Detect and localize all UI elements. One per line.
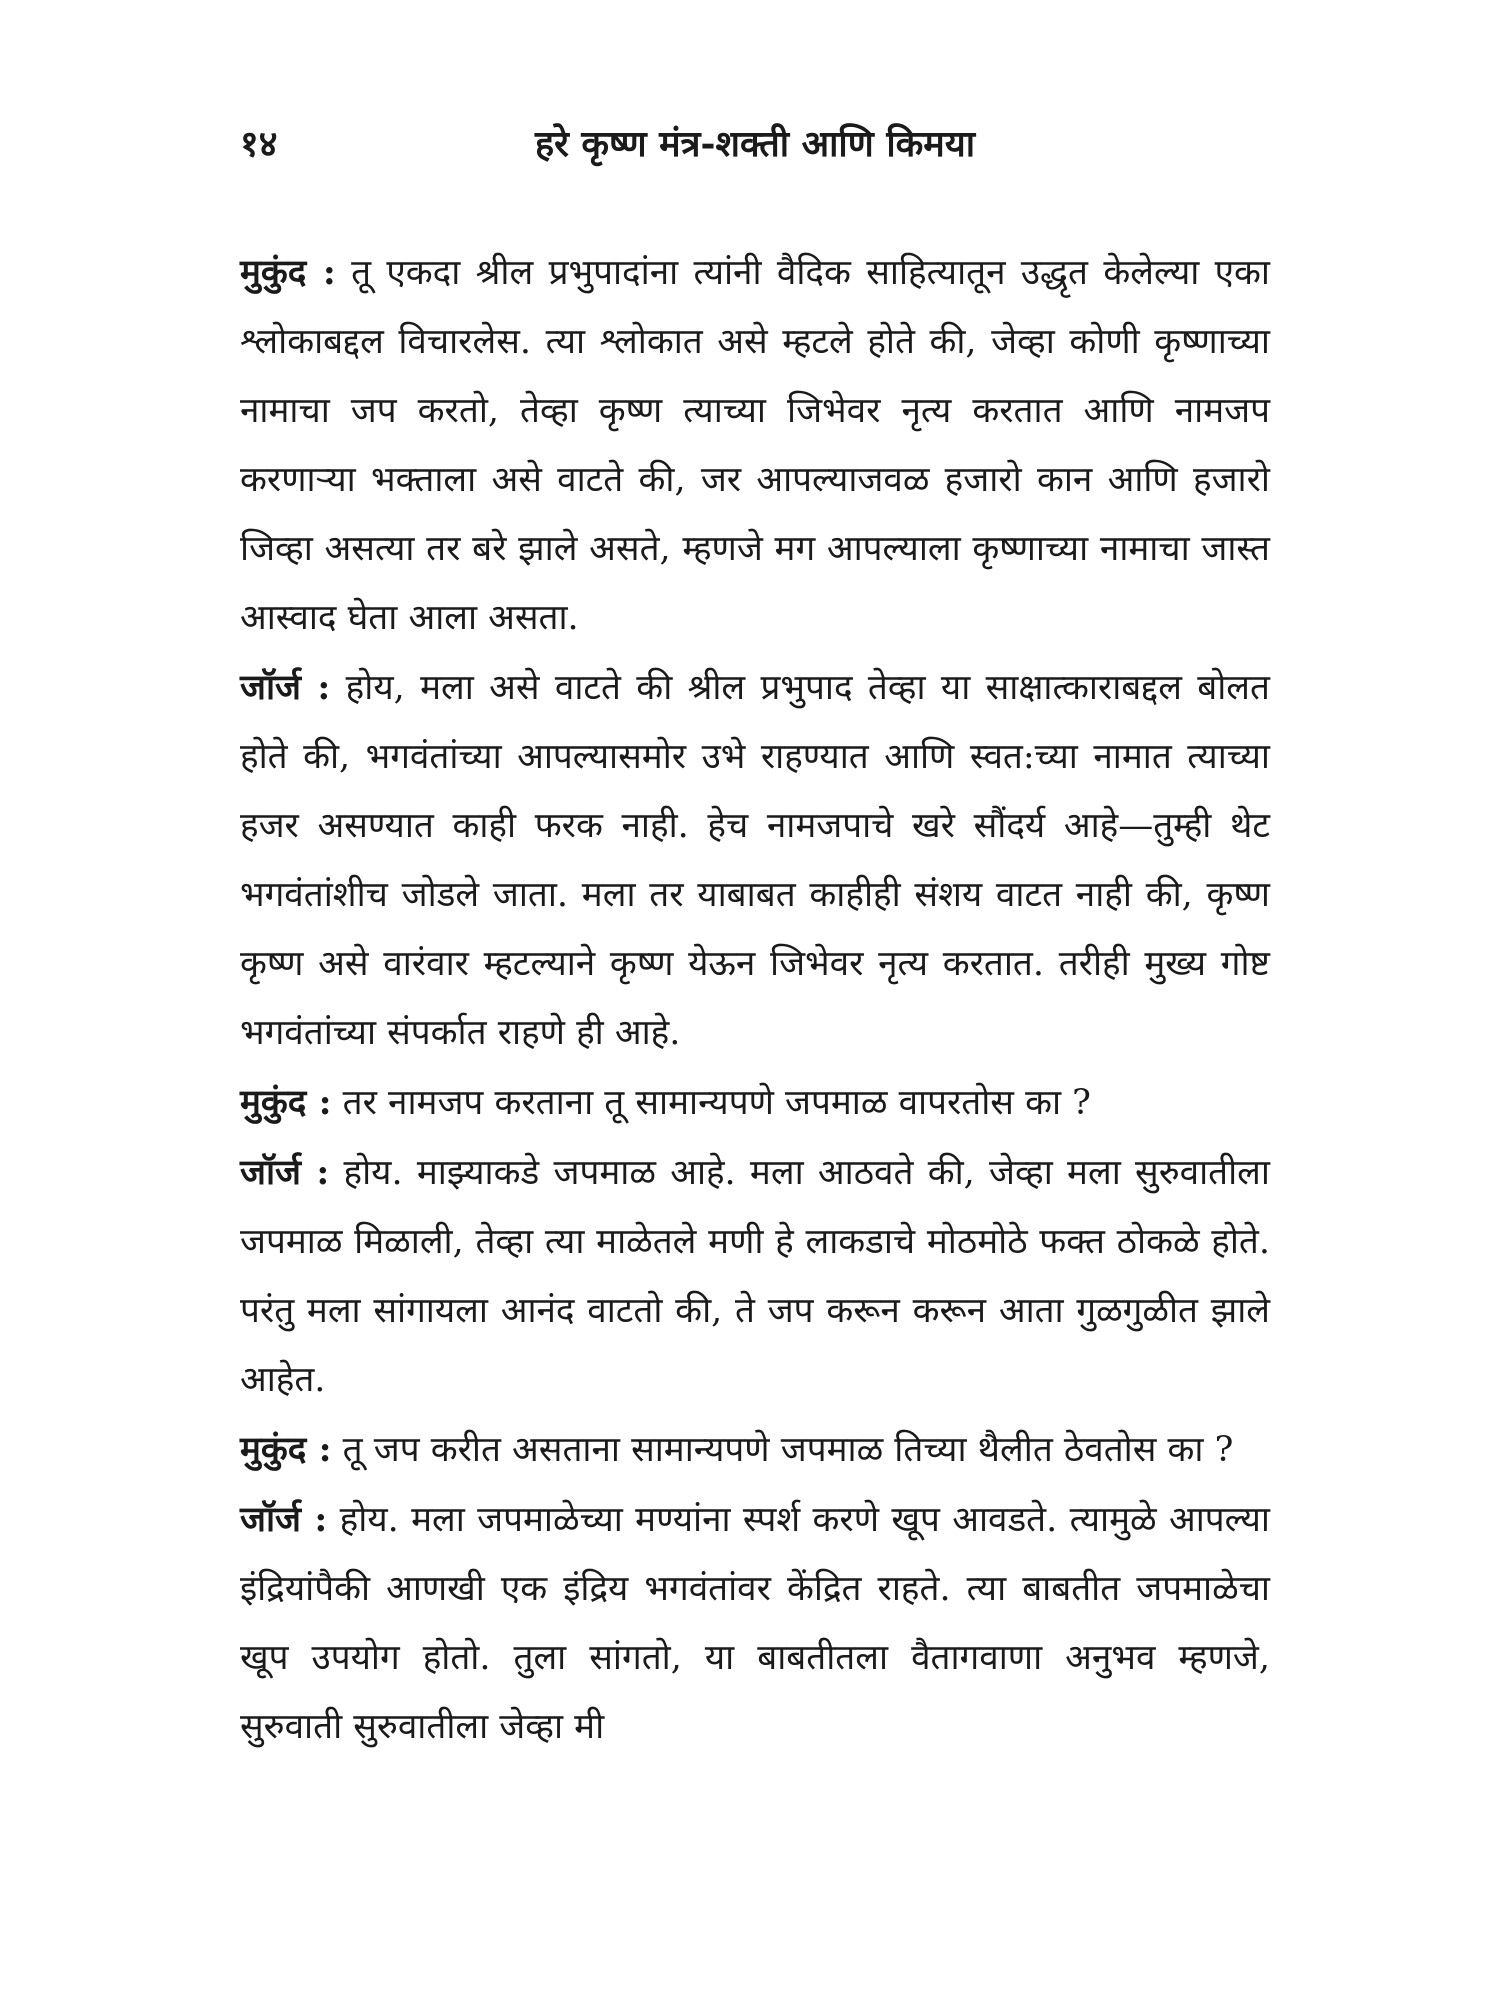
dialogue-paragraph [240, 1415, 1270, 1485]
dialogue-paragraph [240, 238, 1270, 653]
dialogue-text: होय. माझ्याकडे जपमाळ आहे. मला आठवते की, जेव्हा मला सुरुवातीला जपमाळ मिळाली, तेव्हा त्या माळेतले मणी हे लाकडाचे मोठमोठे फक्त ठोकळे होते. परंतु मला सांगायला आनंद वाटतो की, ते जप करून करून आता गुळगुळीत झाले आहेत. [240, 1153, 1270, 1400]
dialogue-paragraph [240, 1068, 1270, 1138]
dialogue-text: तू जप करीत असताना सामान्यपणे जपमाळ तिच्या थैलीत ठेवतोस का ? [342, 1430, 1234, 1470]
dialogue-text: होय. मला जपमाळेच्या मण्यांना स्पर्श करणे खूप आवडते. त्यामुळे आपल्या इंद्रियांपैकी आणखी एक इंद्रिय भगवंतांवर केंद्रित राहते. त्या बाबतीत जपमाळेचा खूप उपयोग होतो. तुला सांगतो, या बाबतीतला वैतागवाणा अनुभव म्हणजे, सुरुवाती सुरुवातीला जेव्हा मी [240, 1500, 1270, 1747]
dialogue-paragraph [240, 653, 1270, 1068]
dialogue-text: होय, मला असे वाटते की श्रील प्रभुपाद तेव्हा या साक्षात्काराबद्दल बोलत होते की, भगवंतांच्या आपल्यासमोर उभे राहण्यात आणि स्वत:च्या नामात त्याच्या हजर असण्यात काही फरक नाही. हेच नामजपाचे खरे सौंदर्य आहे—तुम्ही थेट भगवंतांशीच जोडले जाता. मला तर याबाबत काहीही संशय वाटत नाही की, कृष्ण कृष्ण असे वारंवार म्हटल्याने कृष्ण येऊन जिभेवर नृत्य करतात. तरीही मुख्य गोष्ट भगवंतांच्या संपर्कात राहणे ही आहे. [240, 668, 1270, 1053]
speaker-name: जॉर्ज : [240, 667, 331, 708]
page-number: १४ [240, 123, 278, 165]
speaker-name: जॉर्ज : [240, 1499, 328, 1540]
speaker-name: मुकुंद : [240, 252, 336, 293]
body-text [240, 238, 1270, 1762]
dialogue-paragraph [240, 1485, 1270, 1762]
speaker-name: मुकुंद : [240, 1429, 332, 1470]
running-head [240, 118, 1270, 178]
speaker-name: जॉर्ज : [240, 1152, 330, 1193]
dialogue-paragraph [240, 1138, 1270, 1415]
dialogue-text: तू एकदा श्रील प्रभुपादांना त्यांनी वैदिक साहित्यातून उद्धृत केलेल्या एका श्लोकाबद्दल विचारलेस. त्या श्लोकात असे म्हटले होते की, जेव्हा कोणी कृष्णाच्या नामाचा जप करतो, तेव्हा कृष्ण त्याच्या जिभेवर नृत्य करतात आणि नामजप करणाऱ्या भक्ताला असे वाटते की, जर आपल्याजवळ हजारो कान आणि हजारो जिव्हा असत्या तर बरे झाले असते, म्हणजे मग आपल्याला कृष्णाच्या नामाचा जास्त आस्वाद घेता आला असता. [240, 253, 1270, 638]
speaker-name: मुकुंद : [240, 1082, 332, 1123]
dialogue-text: तर नामजप करताना तू सामान्यपणे जपमाळ वापरतोस का ? [342, 1083, 1091, 1123]
book-title: हरे कृष्ण मंत्र-शक्ती आणि किमया [534, 123, 976, 165]
